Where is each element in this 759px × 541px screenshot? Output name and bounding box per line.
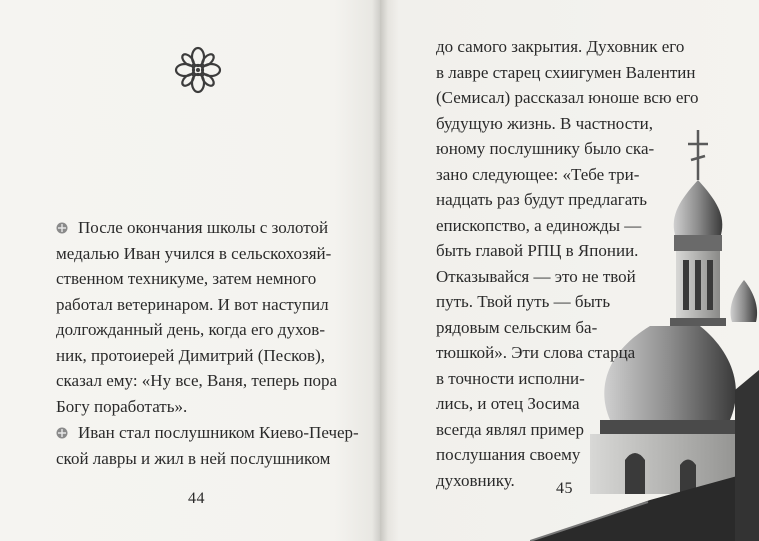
right-page-line: надцать раз будут предлагать [436, 190, 648, 209]
right-page-line: быть главой РПЦ в Японии. [436, 241, 639, 260]
right-page-line: до самого закрытия. Духовник его [436, 37, 685, 56]
right-page-line: духовнику. [436, 470, 515, 490]
right-page-line: лись, и отец Зосима [436, 394, 580, 413]
right-page-text [436, 34, 698, 493]
paragraph-1-line: ственном техникуме, затем немного [56, 269, 317, 288]
paragraph-1-line: работал ветеринаром. И вот наступил [56, 294, 329, 314]
right-page-line: послушания своему [436, 445, 581, 464]
paragraph-2 [56, 420, 359, 471]
page-number-left: 44 [188, 490, 205, 507]
right-page-line: (Семисал) рассказал юноше всю его [436, 88, 699, 107]
right-page-line: зано следующее: «Тебе три- [436, 164, 640, 184]
right-page-line: Отказывайся — это не твой [436, 266, 636, 286]
right-page-line: в точности исполни- [436, 368, 585, 388]
paragraph-1-line: долгожданный день, когда его духов- [56, 320, 325, 339]
paragraph-1-line: ник, протоиерей Димитрий (Песков), [56, 345, 325, 365]
paragraph-1-line: Богу поработать». [56, 396, 188, 416]
cross-bullet-icon [56, 222, 68, 234]
paragraph-2-line: Иван стал послушником Киево-Печер- [78, 423, 359, 442]
right-page-line: епископство, а единожды — [436, 215, 642, 235]
right-page-line: рядовым сельским ба- [436, 317, 598, 337]
right-page-line: всегда являл пример [436, 419, 584, 439]
paragraph-2-line: ской лавры и жил в ней послушником [56, 448, 331, 468]
book-gutter [372, 0, 388, 541]
paragraph-1-line: медалью Иван учился в сельскохозяй- [56, 243, 332, 263]
right-page-line: путь. Твой путь — быть [436, 292, 611, 311]
paragraph-1-line: сказал ему: «Ну все, Ваня, теперь пора [56, 371, 338, 390]
paragraph-1-line: После окончания школы с золотой [78, 218, 329, 237]
right-page [380, 0, 759, 541]
right-page-line: тюшкой». Эти слова старца [436, 343, 636, 362]
paragraph-1 [56, 215, 346, 419]
right-page-line: в лавре старец схиигумен Валентин [436, 62, 696, 82]
cross-bullet-icon [56, 427, 68, 439]
right-page-line: будущую жизнь. В частности, [436, 113, 654, 133]
page-number-right: 45 [556, 480, 573, 497]
right-page-line: юному послушнику было ска- [436, 139, 655, 158]
floral-ornament-icon [172, 44, 224, 96]
